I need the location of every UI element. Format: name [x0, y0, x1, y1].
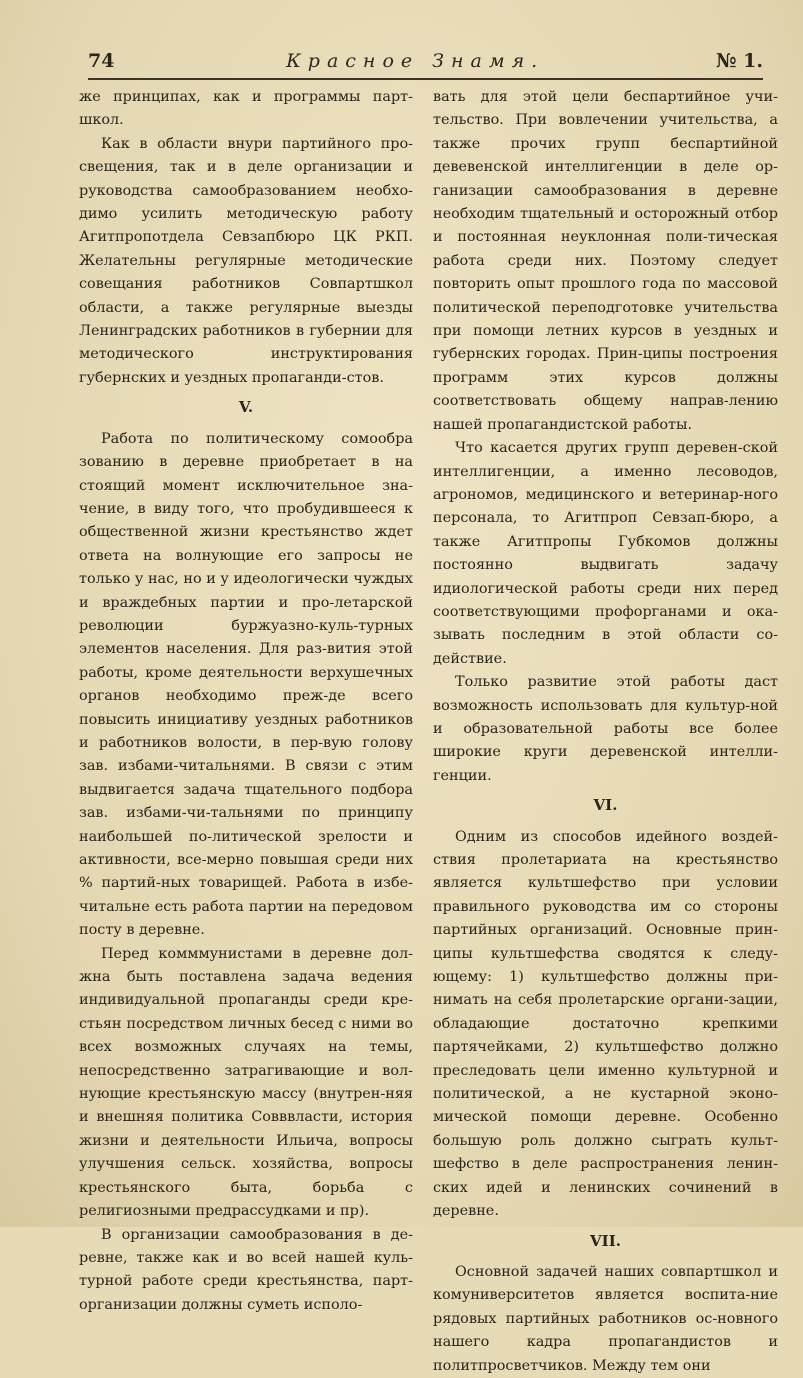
paragraph: Как в области внури партийного про-свещения, так и в деле организации и руководства самообразованием необхо-димо усилить методическую работу Агитпропотдела Севзапбюро ЦК РКП. Желательны регулярные методические совещания работников Совпартшкол области, а также регулярные выезды Ленинградских работников в губернии для методического инструктирования губернских и уездных пропаганди-стов. — [79, 135, 413, 386]
section-heading: VI. — [593, 796, 618, 815]
right-column — [433, 86, 778, 1378]
page-header — [88, 44, 763, 80]
paragraph: же принципах, как и программы парт-школ. — [79, 89, 413, 129]
paragraph: В организации самообразования в де-ревне, также как и во всей нашей куль-турной работе среди крестьянства, парт-организации должны суметь исполо- — [79, 1226, 413, 1313]
paragraph: Основной задачей наших совпартшкол и комуниверситетов является воспита-ние рядовых партийных работников ос-новного нашего кадра пропагандистов и политпросветчиков. Между тем они — [433, 1263, 778, 1374]
section-heading: VII. — [590, 1231, 621, 1250]
paragraph: Одним из способов идейного воздей-ствия пролетариата на крестьянство является культшефство при условии правильного руководства им со стороны партийных организаций. Основные прин-ципы культшефства сводятся к следу-ющему: 1) культшефство должны при-нимать на себя пролетарские органи-зации, обладающие достаточно крепкими партячейками, 2) культшефство должно преследовать цели именно культурной и политической, а не кустарной эконо-мической помощи деревне. Особенно большую роль должно сыграть культ-шефство в деле распространения ленин-ских идей и ленинских сочинений в деревне. — [433, 828, 778, 1220]
paragraph: Работа по политическому сомообра зованию в деревне приобретает в на стоящий момент исключительное зна-чение, в виду того, что пробудившееся к общественной жизни крестьянство ждет ответа на волнующие его запросы не только у нас, но и у идеологически чуждых и враждебных партии и про-летарской революции буржуазно-куль-турных элементов населения. Для раз-вития этой работы, кроме деятельности верхушечных органов необходимо преж-де всего повысить инициативу уездных работников и работников волости, в пер-вую голову зав. избами-читальнями. В связи с этим выдвигается задача тщательного подбора зав. избами-чи-тальнями по принципу наибольшей по-литической зрелости и активности, все-мерно повышая среди них % партий-ных товарищей. Работа в избе-читальне есть работа партии на передовом посту в деревне. — [79, 430, 413, 939]
paragraph: вать для этой цели беспартийное учи-тельство. При вовлечении учительства, а также прочих групп беспартийной девевенской интеллигенции в деле ор-ганизации самообразования в деревне необходим тщательный и осторожный отбор и постоянная неуклонная поли-тическая работа среди них. Поэтому следует повторить опыт прошлого года по массовой политической переподготовке учительства при помощи летних курсов в уездных и губернских городах. Прин-ципы построения программ этих курсов должны соответствовать общему направ-лению нашей пропагандистской работы. — [433, 89, 778, 433]
issue-number: № 1. — [715, 50, 763, 72]
left-column — [79, 86, 413, 1317]
paragraph: Что касается других групп деревен-ской интеллигенции, а именно лесоводов, агрономов, медицинского и ветеринар-ного персонала, то Агитпроп Севзап-бюро, а также Агитпропы Губкомов должны постоянно выдвигать задачу идиологической работы среди них перед соответствующими профорганами и ока-зывать последним в этой области со-действие. — [433, 440, 778, 667]
paragraph: Только развитие этой работы даст возможность использовать для культур-ной и образовательной работы все более широкие круги деревенской интелли-генции. — [433, 674, 778, 784]
paragraph: Перед комммунистами в деревне дол-жна быть поставлена задача ведения индивидуальной пропаганды среди кре-стьян посредством личных бесед с ними во всех возможных случаях на темы, непосредственно затрагивающие и вол-нующие крестьянскую массу (внутрен-няя и внешняя политика Совввласти, история жизни и деятельности Ильича, вопросы улучшения сельск. хозяйства, вопросы крестьянского быта, борьба с религиозными предрассудками и пр). — [79, 945, 413, 1220]
page-number: 74 — [88, 50, 115, 72]
journal-title: Красное Знамя. — [286, 50, 545, 72]
section-heading: V. — [238, 398, 254, 417]
